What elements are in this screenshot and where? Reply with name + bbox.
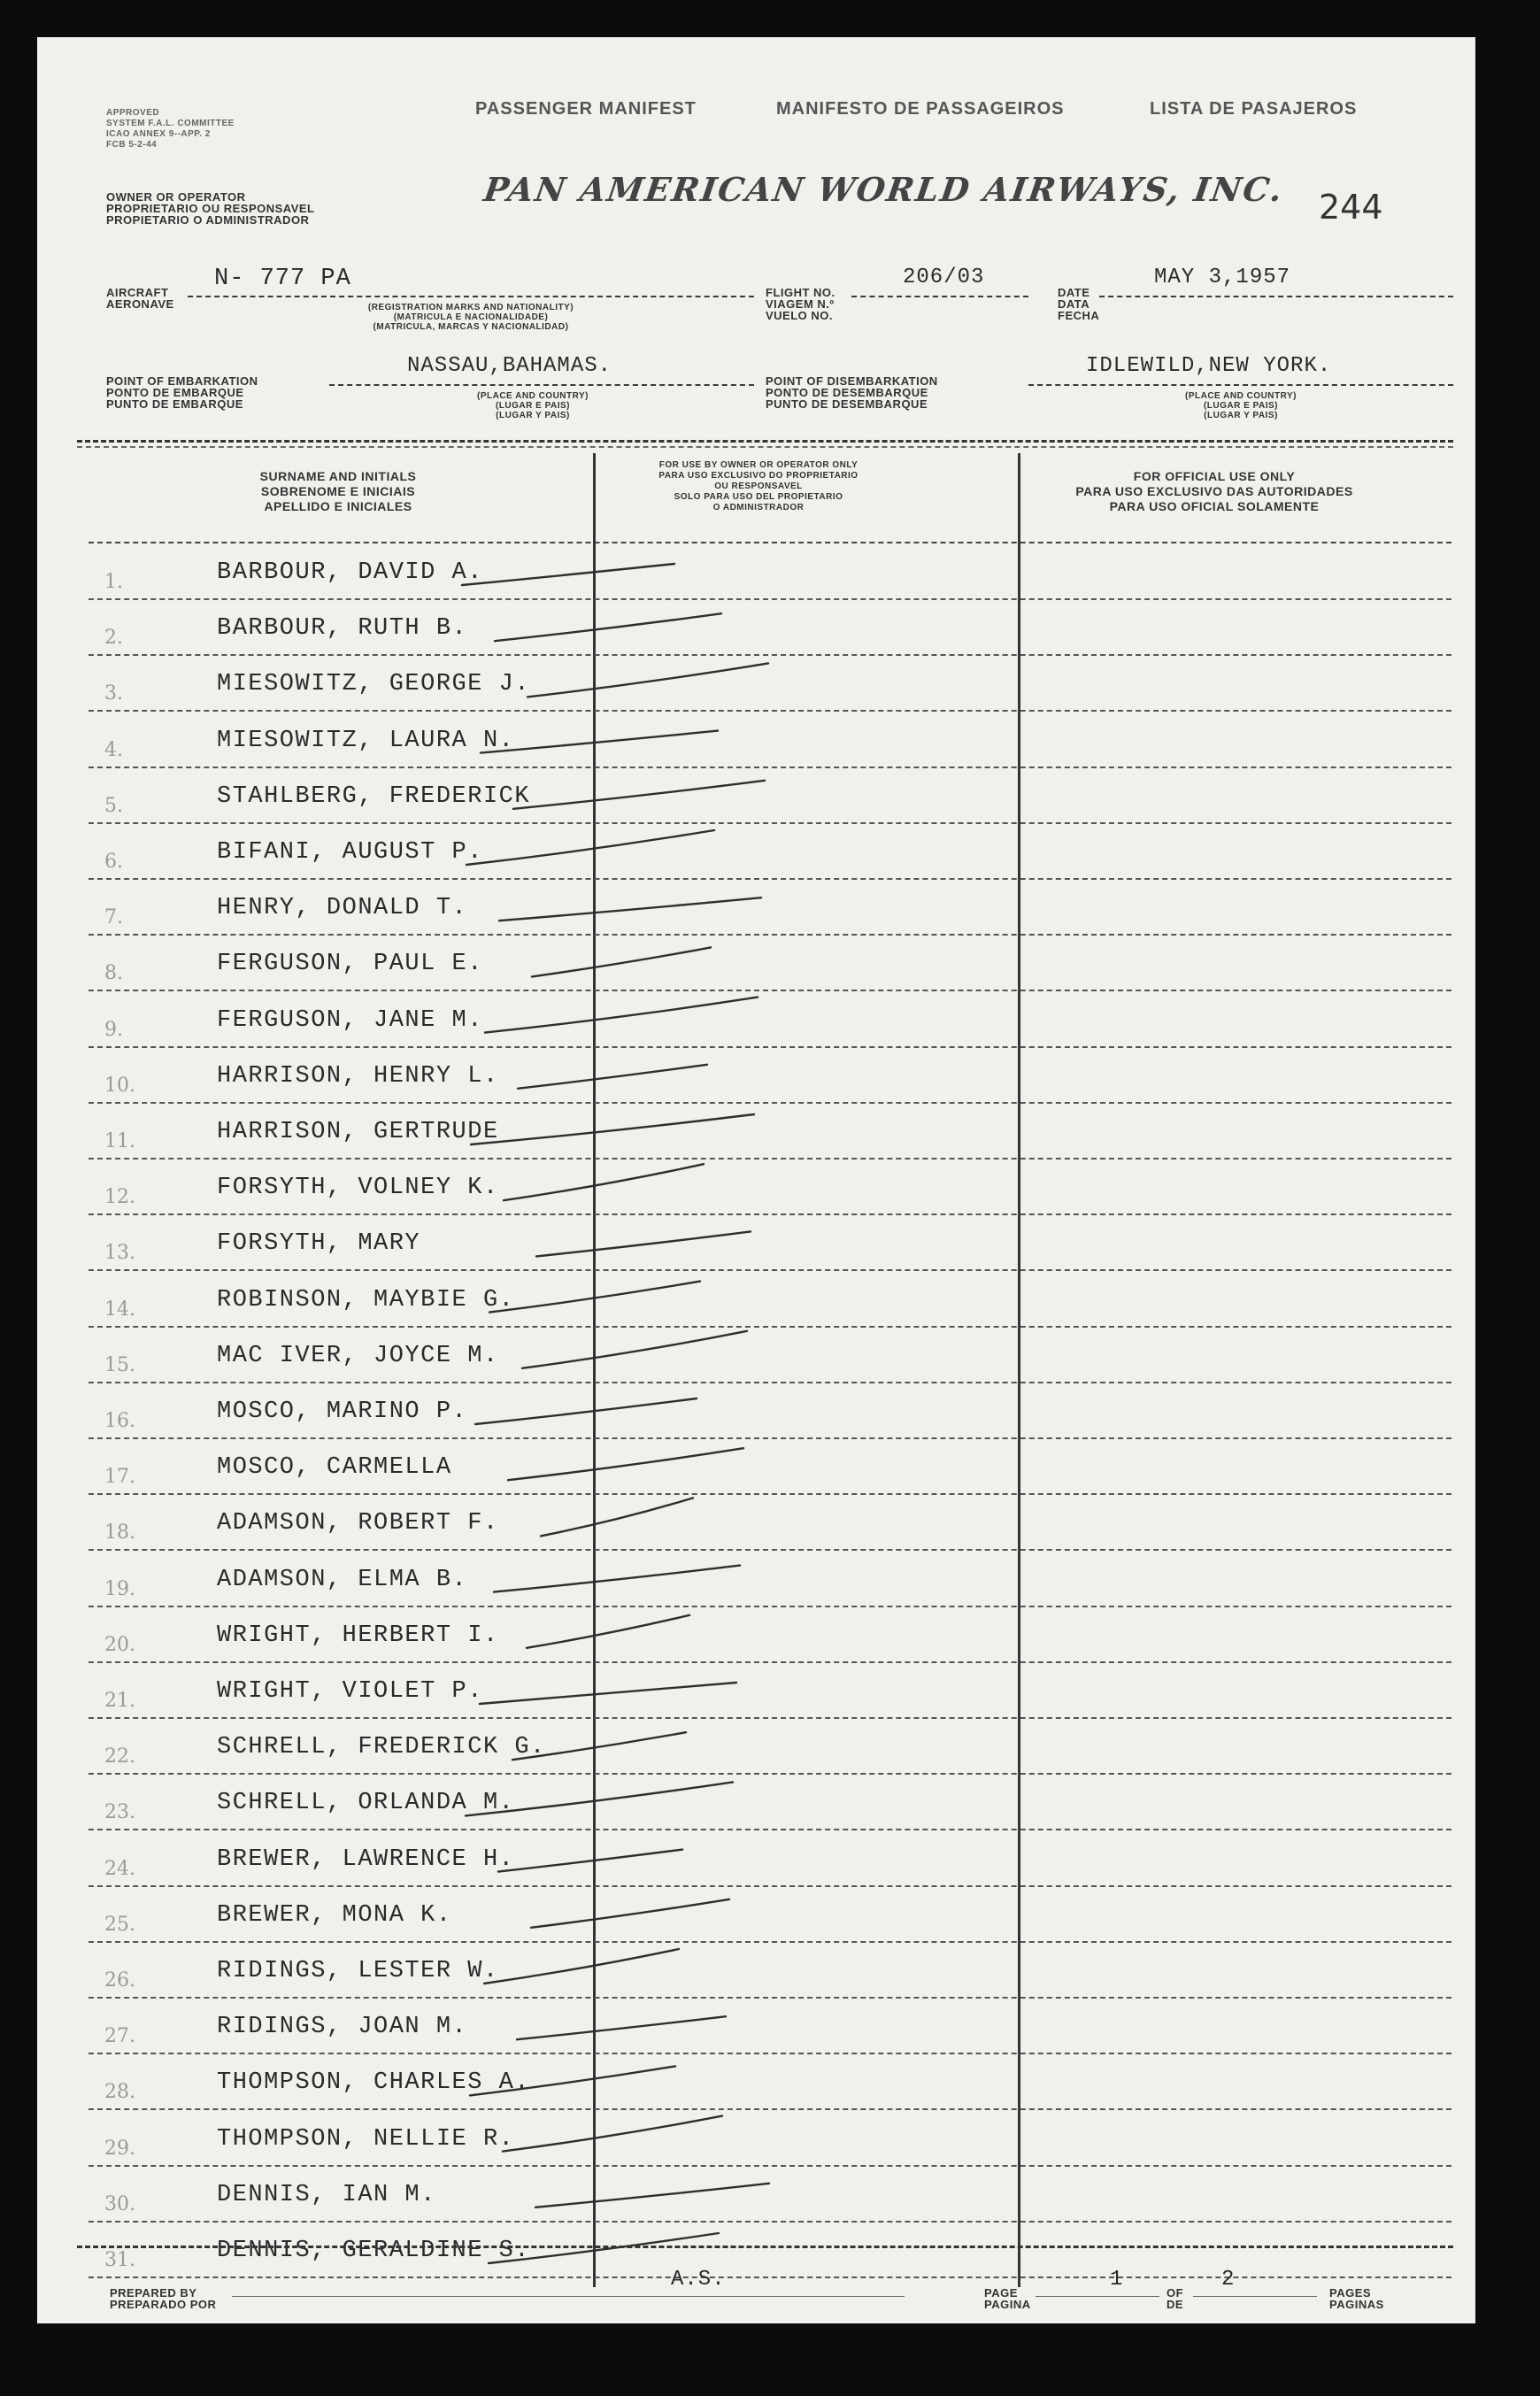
row-number: 29. <box>104 2137 135 2160</box>
owner-label-en: OWNER OR OPERATOR <box>106 190 246 204</box>
of-label-es: DE <box>1167 2298 1184 2311</box>
check-mark <box>489 2233 719 2263</box>
aircraft-value: N- 777 PA <box>214 266 351 292</box>
title-spanish: LISTA DE PASAJEROS <box>1150 99 1358 119</box>
aircraft-note-pt: (MATRICULA E NACIONALIDADE) <box>393 312 549 322</box>
disembarkation-label-en: POINT OF DISEMBARKATION <box>766 374 938 388</box>
embarkation-label-en: POINT OF EMBARKATION <box>106 374 258 388</box>
embarkation-note-es: (LUGAR Y PAIS) <box>496 411 570 420</box>
flight-label-en: FLIGHT NO. <box>766 286 835 299</box>
passenger-name: FERGUSON, JANE M. <box>217 1006 483 1034</box>
passenger-name: MAC IVER, JOYCE M. <box>217 1342 499 1369</box>
check-mark <box>480 1683 736 1704</box>
check-mark <box>462 564 674 585</box>
embarkation-label-pt: PONTO DE EMBARQUE <box>106 386 244 399</box>
date-label-pt: DATA <box>1058 297 1090 311</box>
check-mark <box>527 663 768 697</box>
check-mark <box>466 830 714 865</box>
row-number: 8. <box>104 962 123 985</box>
check-mark <box>518 1065 707 1089</box>
airline-name: PAN AMERICAN WORLD AIRWAYS, INC. <box>481 170 1287 209</box>
passenger-name: WRIGHT, HERBERT I. <box>217 1622 499 1649</box>
check-mark <box>531 1899 729 1928</box>
official-header-en: FOR OFFICIAL USE ONLY <box>1133 469 1296 483</box>
check-mark <box>527 1615 689 1648</box>
passenger-name: MIESOWITZ, LAURA N. <box>217 727 515 754</box>
prepared-by-label-es: PREPARADO POR <box>110 2298 217 2311</box>
table-bottom-rule <box>77 2246 1453 2248</box>
aircraft-note-en: (REGISTRATION MARKS AND NATIONALITY) <box>367 303 574 312</box>
passenger-name: RIDINGS, LESTER W. <box>217 1958 499 1984</box>
row-number: 24. <box>104 1857 135 1880</box>
row-number: 22. <box>104 1745 135 1768</box>
row-number: 2. <box>104 627 123 650</box>
page-label-en: PAGE <box>984 2286 1018 2300</box>
row-number: 3. <box>104 682 123 705</box>
embarkation-note-en: (PLACE AND COUNTRY) <box>477 391 589 401</box>
title-portuguese: MANIFESTO DE PASSAGEIROS <box>776 99 1065 119</box>
aircraft-label-en: AIRCRAFT <box>106 286 169 299</box>
flight-number-value: 206/03 <box>903 266 985 289</box>
official-header-pt: PARA USO EXCLUSIVO DAS AUTORIDADES <box>1075 484 1353 498</box>
of-label-en: OF <box>1167 2286 1184 2300</box>
passenger-name: ROBINSON, MAYBIE G. <box>217 1286 515 1314</box>
page-underline <box>1036 2296 1159 2297</box>
owner-use-header-3: OU RESPONSAVEL <box>714 482 803 491</box>
passenger-name: THOMPSON, CHARLES A. <box>217 2069 531 2097</box>
check-mark <box>499 898 761 921</box>
passenger-name: DENNIS, GERALDINE S. <box>217 2238 531 2264</box>
of-underline <box>1193 2296 1317 2297</box>
passenger-name: MIESOWITZ, GEORGE J. <box>217 671 531 698</box>
row-number: 28. <box>104 2081 135 2104</box>
row-number: 6. <box>104 851 123 873</box>
embarkation-note-pt: (LUGAR E PAIS) <box>495 401 571 411</box>
check-mark <box>532 947 711 976</box>
passenger-name: HENRY, DONALD T. <box>217 895 468 922</box>
check-mark <box>466 1782 733 1815</box>
check-marks <box>37 37 1475 2323</box>
check-mark <box>535 2184 769 2207</box>
disembarkation-note-es: (LUGAR Y PAIS) <box>1204 411 1278 420</box>
row-number: 12. <box>104 1186 135 1209</box>
check-mark <box>471 1114 754 1144</box>
row-number: 30. <box>104 2192 135 2215</box>
row-number: 18. <box>104 1522 135 1545</box>
row-number: 26. <box>104 1969 135 1992</box>
document-number: 244 <box>1319 188 1383 227</box>
passenger-name: ADAMSON, ROBERT F. <box>217 1510 499 1537</box>
passenger-name: SCHRELL, FREDERICK G. <box>217 1734 546 1761</box>
check-mark <box>485 998 758 1033</box>
passenger-name: SCHRELL, ORLANDA M. <box>217 1790 515 1817</box>
prepared-by-underline <box>232 2296 905 2297</box>
of-label <box>1167 2287 1183 2310</box>
check-mark <box>536 1231 751 1256</box>
check-mark <box>495 613 721 641</box>
approval-line: APPROVED <box>106 108 160 118</box>
pages-label <box>1329 2287 1384 2310</box>
disembarkation-note-pt: (LUGAR E PAIS) <box>1203 401 1279 411</box>
embarkation-value: NASSAU,BAHAMAS. <box>407 354 612 378</box>
row-number: 11. <box>104 1130 135 1152</box>
disembarkation-label-pt: PONTO DE DESEMBARQUE <box>766 386 928 399</box>
check-mark <box>503 2116 722 2152</box>
check-mark <box>498 1850 682 1872</box>
pages-label-es: PAGINAS <box>1329 2298 1384 2311</box>
check-mark <box>508 1448 743 1480</box>
prepared-by-value: A.S. <box>671 2268 726 2292</box>
passenger-name: BARBOUR, DAVID A. <box>217 559 483 586</box>
owner-use-header-1: FOR USE BY OWNER OR OPERATOR ONLY <box>658 460 859 470</box>
passenger-name: FORSYTH, MARY <box>217 1230 421 1258</box>
row-number: 20. <box>104 1633 135 1656</box>
passenger-name: FERGUSON, PAUL E. <box>217 951 483 978</box>
owner-label-pt: PROPRIETARIO OU RESPONSAVEL <box>106 202 315 215</box>
prepared-by-label <box>110 2287 216 2310</box>
surname-header-pt: SOBRENOME E INICIAIS <box>260 484 416 498</box>
passenger-name: BIFANI, AUGUST P. <box>217 839 483 866</box>
approval-line: SYSTEM F.A.L. COMMITTEE <box>106 119 235 128</box>
flight-label-pt: VIAGEM N.º <box>766 297 835 311</box>
page-number-value: 1 <box>1110 2268 1124 2292</box>
row-number: 16. <box>104 1410 135 1432</box>
row-number: 17. <box>104 1466 135 1489</box>
row-number: 19. <box>104 1577 135 1600</box>
passenger-name: BARBOUR, RUTH B. <box>217 615 468 643</box>
check-mark <box>517 2016 726 2039</box>
row-number: 5. <box>104 794 123 817</box>
row-number: 1. <box>104 571 123 593</box>
page-total-value: 2 <box>1221 2268 1236 2292</box>
row-number: 25. <box>104 1913 135 1936</box>
passenger-name: BREWER, LAWRENCE H. <box>217 1845 515 1873</box>
check-mark <box>522 1331 747 1368</box>
passenger-name: MOSCO, CARMELLA <box>217 1454 452 1482</box>
approval-line: FCB 5-2-44 <box>106 140 158 150</box>
passenger-name: DENNIS, IAN M. <box>217 2181 436 2208</box>
passenger-name: ADAMSON, ELMA B. <box>217 1566 468 1593</box>
row-number: 31. <box>104 2249 135 2271</box>
aircraft-note-es: (MATRICULA, MARCAS Y NACIONALIDAD) <box>373 322 569 332</box>
passenger-name: MOSCO, MARINO P. <box>217 1398 468 1425</box>
title-english: PASSENGER MANIFEST <box>475 99 697 119</box>
disembarkation-label-es: PUNTO DE DESEMBARQUE <box>766 397 928 411</box>
check-mark <box>494 1566 740 1592</box>
check-mark <box>475 1398 697 1424</box>
row-number: 14. <box>104 1298 135 1321</box>
row-number: 27. <box>104 2025 135 2048</box>
passenger-name: WRIGHT, VIOLET P. <box>217 1678 483 1705</box>
row-number: 13. <box>104 1242 135 1265</box>
check-mark <box>484 1949 679 1984</box>
pages-label-en: PAGES <box>1329 2286 1372 2300</box>
passenger-name: FORSYTH, VOLNEY K. <box>217 1175 499 1202</box>
row-number: 21. <box>104 1690 135 1712</box>
passenger-name: STAHLBERG, FREDERICK <box>217 782 531 810</box>
flight-label-es: VUELO NO. <box>766 309 834 322</box>
row-number: 9. <box>104 1018 123 1041</box>
row-number: 7. <box>104 906 123 929</box>
embarkation-label-es: PUNTO DE EMBARQUE <box>106 397 243 411</box>
disembarkation-note-en: (PLACE AND COUNTRY) <box>1185 391 1297 401</box>
date-value: MAY 3,1957 <box>1154 266 1291 289</box>
check-mark <box>489 1282 700 1313</box>
check-mark <box>481 731 718 753</box>
disembarkation-value: IDLEWILD,NEW YORK. <box>1086 354 1332 378</box>
check-mark <box>504 1164 704 1200</box>
date-label-en: DATE <box>1058 286 1090 299</box>
page-label-es: PAGINA <box>984 2298 1031 2311</box>
row-number: 4. <box>104 738 123 761</box>
row-number: 10. <box>104 1074 135 1097</box>
prepared-by-label-en: PREPARED BY <box>110 2286 197 2300</box>
passenger-name: BREWER, MONA K. <box>217 1901 452 1929</box>
check-mark <box>470 2066 675 2095</box>
check-mark <box>541 1498 693 1536</box>
date-label-es: FECHA <box>1058 309 1100 322</box>
official-header-es: PARA USO OFICIAL SOLAMENTE <box>1109 499 1320 513</box>
owner-use-header-4: SOLO PARA USO DEL PROPIETARIO <box>674 492 843 502</box>
surname-header-en: SURNAME AND INITIALS <box>259 469 417 483</box>
row-number: 15. <box>104 1353 135 1376</box>
approval-line: ICAO ANNEX 9--APP. 2 <box>106 129 211 139</box>
row-number: 23. <box>104 1801 135 1824</box>
passenger-name: HARRISON, GERTRUDE <box>217 1119 499 1145</box>
check-mark <box>512 1732 686 1760</box>
page-label <box>984 2287 1031 2310</box>
owner-label-es: PROPIETARIO O ADMINISTRADOR <box>106 213 310 227</box>
passenger-name: HARRISON, HENRY L. <box>217 1062 499 1090</box>
aircraft-label-pt: AERONAVE <box>106 297 174 311</box>
owner-use-header-2: PARA USO EXCLUSIVO DO PROPRIETARIO <box>658 471 859 481</box>
surname-header-es: APELLIDO E INICIALES <box>264 499 412 513</box>
passenger-name: THOMPSON, NELLIE R. <box>217 2125 515 2153</box>
passenger-name: RIDINGS, JOAN M. <box>217 2014 468 2041</box>
owner-use-header-5: O ADMINISTRADOR <box>712 503 805 512</box>
manifest-sheet <box>37 37 1475 2323</box>
check-mark <box>513 781 765 809</box>
